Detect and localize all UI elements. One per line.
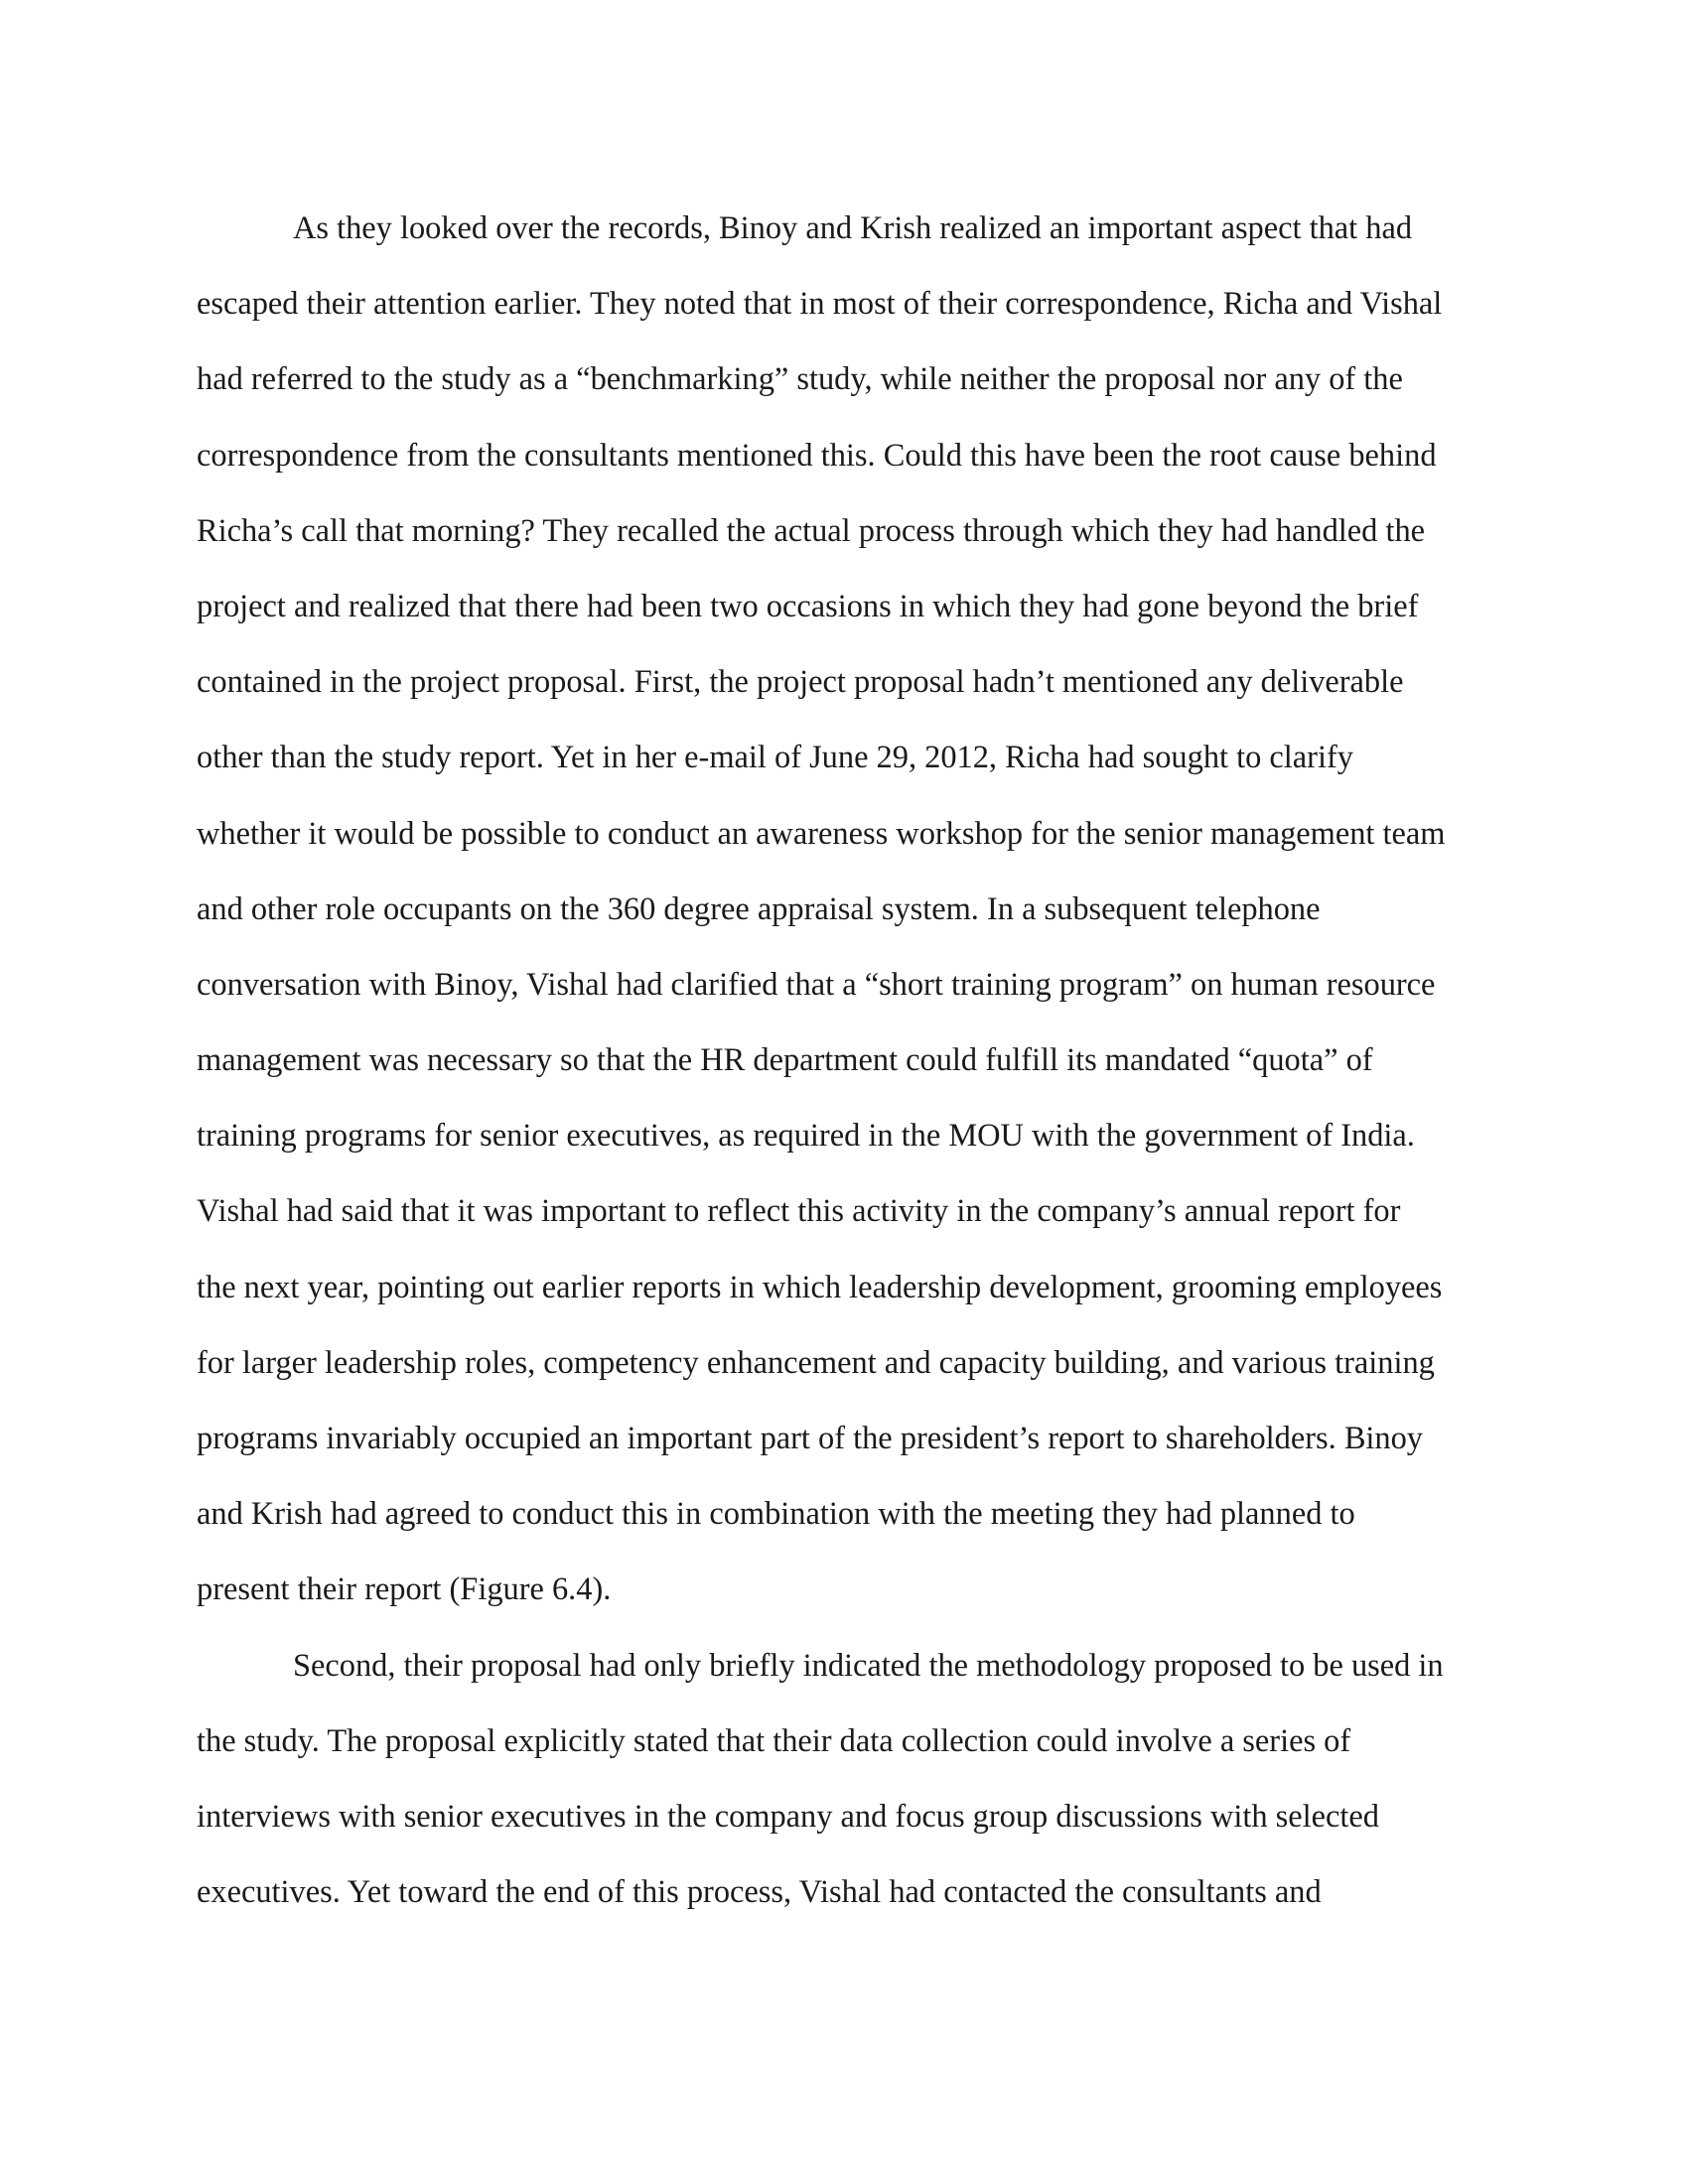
paragraph-line: executives. Yet toward the end of this process, Vishal had contacted the consultants and [197, 1874, 1322, 1911]
paragraph-line: training programs for senior executives, as required in the MOU with the government of India. [197, 1118, 1415, 1155]
paragraph-line: for larger leadership roles, competency enhancement and capacity building, and various training [197, 1344, 1435, 1381]
paragraph-line: contained in the project proposal. First, the project proposal hadn’t mentioned any deliverable [197, 664, 1404, 701]
paragraph-line: interviews with senior executives in the company and focus group discussions with selected [197, 1798, 1379, 1835]
paragraph-line: the study. The proposal explicitly stated that their data collection could involve a series of [197, 1722, 1351, 1759]
paragraph-line: management was necessary so that the HR department could fulfill its mandated “quota” of [197, 1042, 1373, 1079]
paragraph-line: and other role occupants on the 360 degree appraisal system. In a subsequent telephone [197, 890, 1321, 927]
paragraph-line: present their report (Figure 6.4). [197, 1571, 612, 1608]
paragraph-line: had referred to the study as a “benchmarking” study, while neither the proposal nor any of the [197, 361, 1403, 398]
body-text [197, 191, 1492, 1930]
paragraph-line: whether it would be possible to conduct an awareness workshop for the senior management team [197, 815, 1446, 852]
paragraph-2 [197, 1628, 1492, 1931]
paragraph-1 [197, 191, 1492, 1628]
paragraph-line: conversation with Binoy, Vishal had clarified that a “short training program” on human resource [197, 966, 1436, 1003]
paragraph-line: Second, their proposal had only briefly indicated the methodology proposed to be used in [293, 1647, 1444, 1684]
paragraph-line: As they looked over the records, Binoy and Krish realized an important aspect that had [293, 210, 1413, 246]
paragraph-line: Vishal had said that it was important to reflect this activity in the company’s annual report for [197, 1193, 1401, 1230]
paragraph-line: the next year, pointing out earlier reports in which leadership development, grooming employees [197, 1269, 1443, 1305]
paragraph-line: escaped their attention earlier. They noted that in most of their correspondence, Richa and Vishal [197, 286, 1443, 323]
paragraph-line: and Krish had agreed to conduct this in combination with the meeting they had planned to [197, 1496, 1355, 1533]
paragraph-line: Richa’s call that morning? They recalled the actual process through which they had handled the [197, 512, 1426, 549]
paragraph-line: other than the study report. Yet in her e-mail of June 29, 2012, Richa had sought to clarify [197, 740, 1353, 776]
paragraph-line: correspondence from the consultants mentioned this. Could this have been the root cause behind [197, 437, 1437, 474]
paragraph-line: project and realized that there had been two occasions in which they had gone beyond the brief [197, 588, 1419, 624]
paragraph-line: programs invariably occupied an important part of the president’s report to shareholders. Binoy [197, 1421, 1424, 1456]
